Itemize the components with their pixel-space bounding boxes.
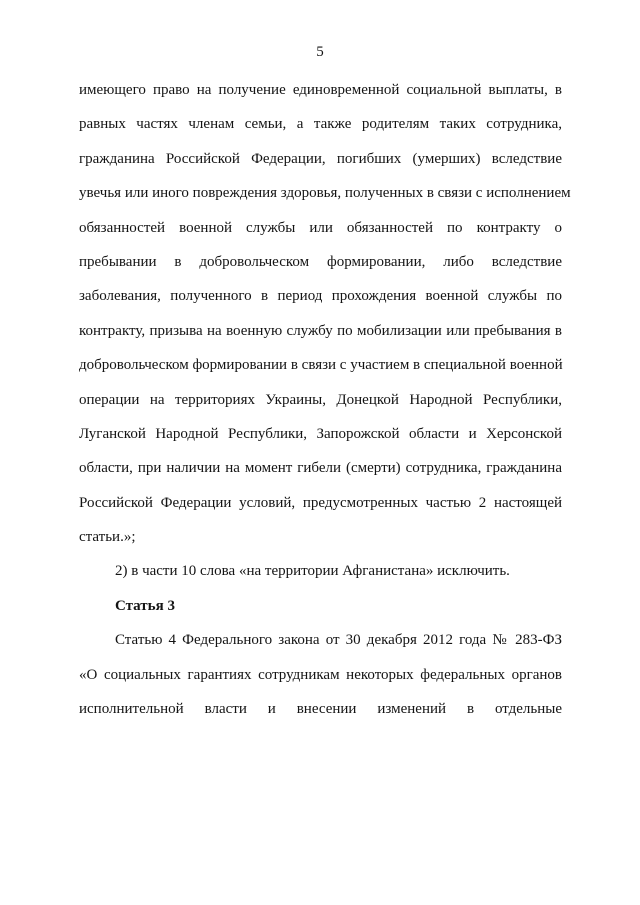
- text-line: Луганской Народной Республики, Запорожской области и Херсонской: [79, 425, 562, 442]
- text-line: равных частях членам семьи, а также родителям таких сотрудника,: [79, 116, 562, 133]
- text-line: заболевания, полученного в период прохождения военной службы по: [79, 288, 562, 305]
- text-line: области, при наличии на момент гибели (смерти) сотрудника, гражданина: [79, 460, 562, 477]
- list-item: 2) в части 10 слова «на территории Афганистана» исключить.: [115, 563, 510, 580]
- text-line: контракту, призыва на военную службу по мобилизации или пребывания в: [79, 322, 562, 339]
- text-line: Российской Федерации условий, предусмотренных частью 2 настоящей: [79, 494, 562, 511]
- text-line: Статью 4 Федерального закона от 30 декабря 2012 года № 283-ФЗ: [115, 632, 562, 649]
- article-heading: Статья 3: [115, 597, 175, 614]
- text-line: пребывании в добровольческом формировании, либо вследствие: [79, 253, 562, 270]
- text-line: гражданина Российской Федерации, погибших (умерших) вследствие: [79, 150, 562, 167]
- text-line: исполнительной власти и внесении изменений в отдельные: [79, 701, 562, 718]
- text-line: «О социальных гарантиях сотрудникам некоторых федеральных органов: [79, 666, 562, 683]
- text-line: увечья или иного повреждения здоровья, полученных в связи с исполнением: [79, 185, 571, 202]
- page-number: 5: [316, 44, 324, 60]
- text-line: добровольческом формировании в связи с участием в специальной военной: [79, 357, 563, 374]
- text-line: обязанностей военной службы или обязанностей по контракту о: [79, 219, 562, 236]
- text-line: статьи.»;: [79, 529, 136, 546]
- document-body: [79, 80, 571, 733]
- text-line: имеющего право на получение единовременной социальной выплаты, в: [79, 82, 562, 98]
- text-line: операции на территориях Украины, Донецкой Народной Республики,: [79, 391, 562, 408]
